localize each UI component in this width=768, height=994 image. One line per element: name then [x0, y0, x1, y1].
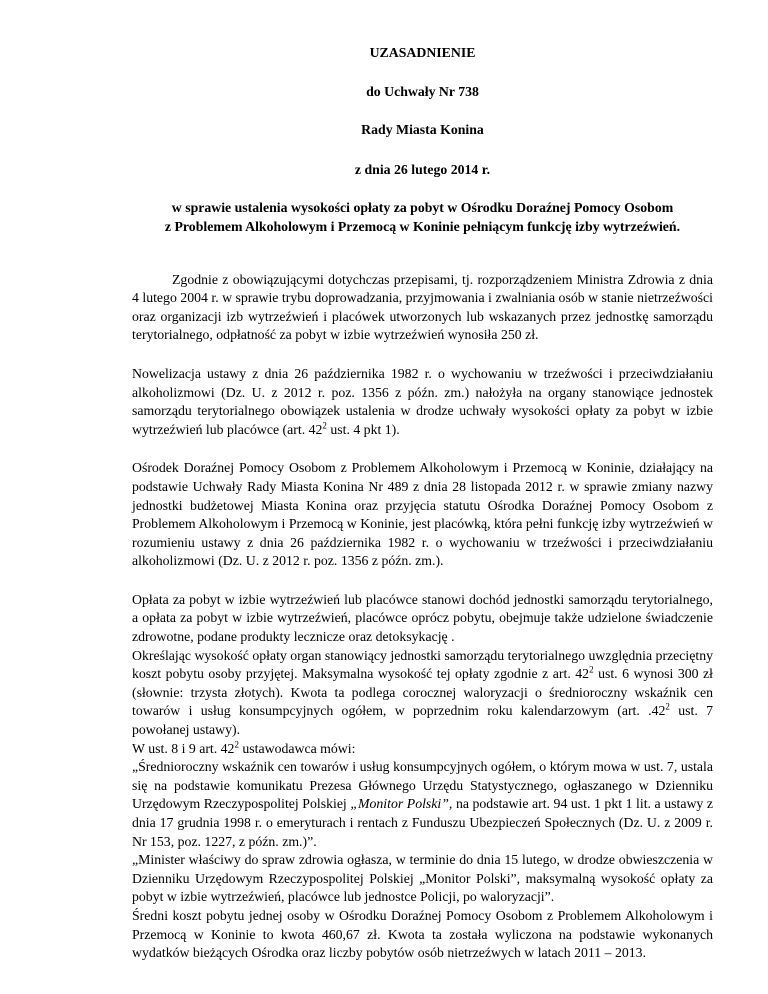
superscript: 2 [589, 664, 594, 675]
monitor-polski-italic: „Monitor Polski”, [350, 796, 453, 812]
paragraph-fee-amount [132, 647, 713, 740]
paragraph-fee-income: Opłata za pobyt w izbie wytrzeźwień lub placówce stanowi dochód jednostki samorządu terytorialnego, a opłata za pobyt w izbie wytrzeźwień, placówce oprócz pobytu, obejmuje także udzielone świadczenie zdrowotne, podane produkty lecznicze oraz detoksykację . [132, 591, 713, 645]
paragraph-legislator-says [132, 740, 713, 759]
document-header [132, 44, 713, 237]
paragraph-fee-amount-end: ust. 7 powołanej ustawy). [132, 703, 713, 738]
paragraph-legislator-end: ustawodawca mówi: [238, 740, 356, 756]
document-body [132, 271, 713, 963]
document-title: UZASADNIENIE [369, 45, 476, 60]
paragraph-previous-regulation: Zgodnie z obowiązującymi dotychczas przepisami, tj. rozporządzeniem Ministra Zdrowia z dnia 4 lutego 2004 r. w sprawie trybu doprowadzania, przyjmowania i zwalniania osób w stanie nietrzeźwości oraz organizacji izb wytrzeźwień i placówek utworzonych lub wskazanych przez jednostkę samorządu terytorialnego, odpłatność za pobyt w izbie wytrzeźwień wynosiła 250 zł. [132, 271, 713, 343]
paragraph-quote-index [132, 758, 713, 851]
resolution-number: do Uchwały Nr 738 [366, 83, 479, 99]
superscript: 2 [234, 739, 239, 750]
paragraph-fee-amount-middle: ust. 6 wynosi 300 zł (słownie: trzysta złotych). Kwota ta podlega corocznej waloryzacji o średnioroczny wskaźnik cen towarów i usług konsumpcyjnych ogółem, w poprzednim roku kalendarzowym (art. .42 [132, 666, 713, 719]
paragraph-fee-amount-text: Określając wysokość opłaty organ stanowiący jednostki samorządu terytorialnego uwzględnia przeciętny koszt pobytu osoby przyjętej. Maksymalna wysokość tej opłaty zgodnie z art. 42 [132, 647, 713, 682]
paragraph-centre-description: Ośrodek Doraźnej Pomocy Osobom z Problemem Alkoholowym i Przemocą w Koninie, działający na podstawie Uchwały Rady Miasta Konina Nr 489 z dnia 28 listopada 2012 r. w sprawie zmiany nazwy jednostki budżetowej Miasta Konina oraz przyjęcia statutu Ośrodka Doraźnej Pomocy Osobom z Problemem Alkoholowym i Przemocą w Koninie, jest placówką, która pełni funkcję izby wytrzeźwień w rozumieniu ustawy z dnia 26 października 1982 r. o wychowaniu w trzeźwości i przeciwdziałaniu alkoholizmowi (Dz. U. z 2012 r. poz. 1356 z późn. zm.). [132, 460, 713, 569]
superscript: 2 [665, 701, 670, 712]
paragraph-amendment-end: ust. 4 pkt 1). [326, 421, 400, 437]
paragraph-quote-minister: „Minister właściwy do spraw zdrowia ogłasza, w terminie do dnia 15 lutego, w drodze obwieszczenia w Dzienniku Urzędowym Rzeczypospolitej Polskiej „Monitor Polski”, maksymalną wysokość opłaty za pobyt w izbie wytrzeźwień, placówce lub jednostce Policji, po waloryzacji”. [132, 852, 713, 905]
paragraph-average-cost: Średni koszt pobytu jednej osoby w Ośrodku Doraźnej Pomocy Osobom z Problemem Alkoholowym i Przemocą w Koninie to kwota 460,67 zł. Kwota ta została wyliczona na podstawie wykonanych wydatków bieżących Ośrodka oraz liczby pobytów osób nietrzeźwych w latach 2011 – 2013. [132, 907, 713, 961]
paragraph-quote-index-text: „Średnioroczny wskaźnik cen towarów i usług konsumpcyjnych ogółem, o którym mowa w ust. 7, ustala się na podstawie komunikatu Prezesa Głównego Urzędu Statystycznego, ogłaszanego w Dzienniku Urzędowym Rzeczypospolitej Polskiej [132, 759, 713, 812]
paragraph-quote-index-end: na podstawie art. 94 ust. 1 pkt 1 lit. a ustawy z dnia 17 grudnia 1998 r. o emeryturach i rentach z Funduszu Ubezpieczeń Społecznych (Dz. U. z 2009 r. Nr 153, poz. 1227, z późn. zm.)”. [132, 796, 713, 849]
paragraph-amendment [132, 365, 713, 439]
superscript: 2 [322, 420, 327, 431]
paragraph-legislator-text: W ust. 8 i 9 art. 42 [132, 740, 235, 756]
council-name: Rady Miasta Konina [361, 122, 484, 138]
paragraph-amendment-text: Nowelizacja ustawy z dnia 26 października 1982 r. o wychowaniu w trzeźwości i przeciwdziałaniu alkoholizmowi (Dz. U. z 2012 r. poz. 1356 z późn. zm.) nałożyła na organy stanowiące jednostek samorządu terytorialnego obowiązek ustalenia w drodze uchwały wysokości opłaty za pobyt w izbie wytrzeźwień lub placówce (art. 42 [132, 365, 713, 437]
subject-line-2: z Problemem Alkoholowym i Przemocą w Koninie pełniącym funkcję izby wytrzeźwień. [164, 218, 681, 234]
subject-line-1: w sprawie ustalenia wysokości opłaty za pobyt w Ośrodku Doraźnej Pomocy Osobom [171, 200, 674, 216]
resolution-date: z dnia 26 lutego 2014 r. [354, 161, 491, 177]
